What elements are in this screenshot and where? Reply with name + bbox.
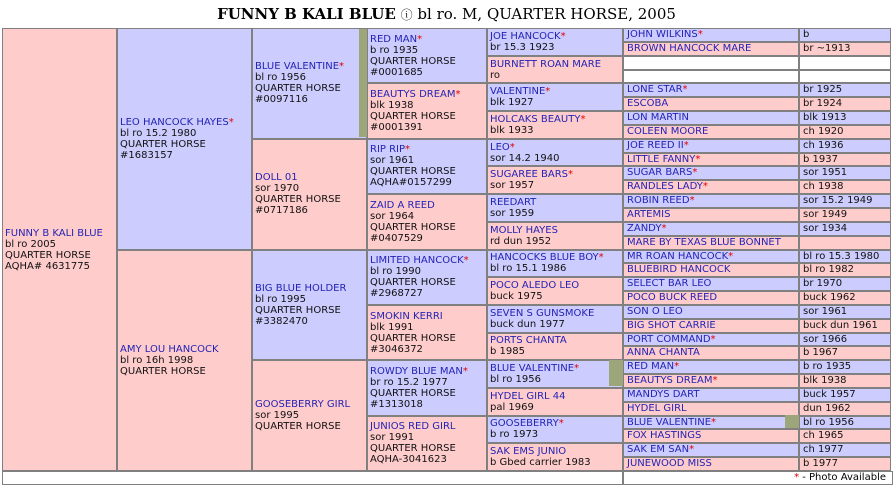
horse-detail: QUARTER HORSE (370, 277, 456, 289)
horse-detail-cell: sor 1934 (799, 222, 891, 236)
horse-detail: #0001685 (370, 66, 423, 78)
horse-detail: #3382470 (255, 315, 308, 327)
horse-detail: bl ro 15.2 1980 (120, 127, 197, 139)
pedigree-cell-gen6 (623, 83, 799, 97)
horse-detail: bl ro 15.1 1986 (490, 263, 567, 275)
horse-name-link[interactable]: PORTS CHANTA (490, 335, 567, 347)
pedigree-cell-gen6 (623, 305, 799, 319)
horse-name-link[interactable]: LITTLE FANNY (627, 153, 696, 165)
horse-detail: sor 1970 (255, 183, 300, 195)
horse-detail: sor 1964 (370, 210, 415, 222)
pedigree-cell-gen5 (487, 277, 623, 305)
pedigree-cell-gen3 (252, 28, 367, 139)
horse-name-link[interactable]: POCO BUCK REED (627, 292, 718, 304)
horse-name-link[interactable]: JOHN WILKINS (627, 29, 698, 40)
photo-star-marker: * (728, 250, 734, 262)
inbreeding-marker (609, 360, 623, 386)
page-title (0, 0, 893, 28)
photo-star-marker: * (794, 472, 800, 483)
pedigree-cell-gen6 (623, 291, 799, 305)
horse-name-link[interactable]: SON O LEO (627, 305, 683, 317)
horse-detail: #0097116 (255, 94, 308, 106)
photo-star-marker: * (682, 84, 688, 96)
photo-legend-label: - Photo Available (799, 472, 886, 483)
horse-detail: QUARTER HORSE (370, 221, 456, 233)
pedigree-cell-gen5 (487, 443, 623, 471)
horse-detail: QUARTER HORSE (255, 421, 341, 433)
horse-name-link[interactable]: ROBIN REED (627, 195, 690, 207)
horse-detail: pal 1969 (490, 401, 534, 413)
horse-name-link[interactable]: ARTEMIS (627, 208, 671, 220)
horse-detail: sor 1991 (370, 432, 415, 444)
photo-star-marker: * (689, 195, 695, 207)
horse-detail: #1683157 (120, 149, 173, 161)
horse-detail-cell: blk 1938 (799, 374, 891, 388)
horse-detail: ro (490, 69, 501, 81)
subject-horse-summary: bl ro. M, QUARTER HORSE, 2005 (417, 5, 676, 23)
photo-star-marker: * (580, 113, 586, 125)
photo-star-marker: * (339, 61, 345, 73)
horse-detail: blk 1938 (370, 100, 414, 112)
info-circle-icon[interactable]: ⓘ (400, 8, 413, 22)
horse-name-link[interactable]: JOE REED II (627, 139, 684, 151)
pedigree-cell-gen4 (367, 28, 487, 83)
horse-detail: sor 1961 (370, 155, 415, 167)
pedigree-cell-gen4 (367, 83, 487, 138)
pedigree-cell-gen6 (623, 194, 799, 208)
horse-name-link[interactable]: SUGAREE BARS* (490, 169, 574, 181)
horse-detail: blk 1991 (370, 321, 414, 333)
horse-detail-cell: sor 1951 (799, 166, 891, 180)
horse-detail: bl ro 16h 1998 (120, 354, 194, 366)
pedigree-cell-gen5 (487, 28, 623, 56)
horse-detail: #1313018 (370, 398, 423, 410)
pedigree-cell-gen4 (367, 194, 487, 249)
pedigree-cell-gen6 (623, 139, 799, 153)
horse-detail: bl ro 2005 (5, 238, 56, 250)
photo-star-marker: * (598, 252, 604, 264)
horse-detail-cell: bl ro 15.3 1980 (799, 250, 891, 264)
pedigree-cell-gen6 (623, 70, 799, 84)
photo-star-marker: * (462, 365, 468, 377)
horse-detail-cell: ch 1977 (799, 443, 891, 457)
horse-detail: b ro 1935 (370, 44, 419, 56)
horse-name-link[interactable]: ESCOBA (627, 98, 669, 110)
horse-detail-cell (799, 236, 891, 250)
horse-detail: br ro 15.2 1977 (370, 376, 448, 388)
horse-detail: AQHA#0157299 (370, 177, 452, 189)
horse-detail: sor 1959 (490, 207, 535, 219)
horse-detail: sor 14.2 1940 (490, 152, 560, 164)
horse-name-link[interactable]: MOLLY HAYES (490, 224, 558, 236)
horse-detail-cell (799, 70, 891, 84)
horse-detail: br 15.3 1923 (490, 41, 555, 53)
pedigree-cell-gen6 (623, 429, 799, 443)
pedigree-cell-gen5 (487, 360, 623, 388)
pedigree-cell-gen6 (623, 402, 799, 416)
horse-detail-cell: b (799, 28, 891, 42)
horse-detail: AQHA# 4631775 (5, 260, 90, 272)
photo-star-marker: * (545, 86, 551, 98)
pedigree-cell-gen6 (623, 319, 799, 333)
horse-detail-cell: buck 1962 (799, 291, 891, 305)
horse-detail: blk 1933 (490, 124, 534, 136)
pedigree-cell-gen6 (623, 388, 799, 402)
inbreeding-marker (785, 415, 799, 428)
inbreeding-marker (359, 29, 367, 137)
horse-detail-cell: ch 1965 (799, 429, 891, 443)
pedigree-cell-gen5 (487, 166, 623, 194)
pedigree-cell-gen6 (623, 56, 799, 70)
photo-star-marker: * (574, 363, 580, 375)
photo-star-marker: * (228, 116, 234, 128)
pedigree-cell-gen5 (487, 250, 623, 278)
horse-detail-cell: sor 1961 (799, 305, 891, 319)
horse-detail: #0407529 (370, 232, 423, 244)
horse-detail: buck dun 1977 (490, 318, 565, 330)
horse-name-link[interactable]: RIP RIP* (370, 144, 411, 156)
horse-name-link[interactable]: RED MAN (627, 361, 675, 373)
photo-star-marker: * (711, 416, 717, 428)
horse-detail-cell: br ~1913 (799, 42, 891, 56)
horse-name-link[interactable]: VALENTINE* (490, 86, 551, 98)
horse-name-link[interactable]: BLUEBIRD HANCOCK (627, 264, 731, 276)
pedigree-cell-gen3 (252, 139, 367, 250)
photo-star-marker: * (692, 167, 698, 179)
pedigree-cell-gen6 (623, 42, 799, 56)
horse-detail-cell: buck dun 1961 (799, 319, 891, 333)
pedigree-cell-gen5 (487, 388, 623, 416)
horse-detail: QUARTER HORSE (120, 365, 206, 377)
photo-star-marker: * (702, 181, 708, 193)
horse-name-link[interactable]: BLUE VALENTINE* (490, 363, 580, 375)
photo-star-marker: * (674, 361, 680, 373)
horse-detail-cell: br 1925 (799, 83, 891, 97)
horse-name-link[interactable]: BURNETT ROAN MARE (490, 58, 602, 70)
pedigree-cell-gen3 (252, 250, 367, 361)
horse-detail: #3046372 (370, 343, 423, 355)
photo-star-marker: * (455, 89, 461, 101)
horse-detail-cell: ch 1920 (799, 125, 891, 139)
horse-detail-cell: buck 1957 (799, 388, 891, 402)
horse-detail: sor 1957 (490, 180, 535, 192)
horse-detail: sor 1995 (255, 410, 300, 422)
pedigree-cell-gen1 (2, 28, 117, 471)
horse-name-link[interactable]: FUNNY B KALI BLUE (5, 227, 103, 239)
horse-name-link[interactable]: PORT COMMAND (627, 333, 711, 345)
horse-name-link[interactable]: LEO HANCOCK HAYES* (120, 116, 234, 128)
pedigree-cell-gen6 (623, 222, 799, 236)
pedigree-cell-gen6 (623, 28, 799, 42)
horse-detail-cell: br 1924 (799, 97, 891, 111)
pedigree-cell-gen4 (367, 416, 487, 471)
horse-detail-cell: dun 1962 (799, 402, 891, 416)
photo-star-marker: * (558, 418, 564, 430)
pedigree-cell-gen6 (623, 360, 799, 374)
photo-legend (623, 471, 893, 485)
horse-name-link[interactable]: JUNEWOOD MISS (627, 458, 712, 470)
horse-name-link[interactable]: BEAUTYS DREAM* (370, 89, 461, 101)
photo-star-marker: * (509, 141, 515, 153)
pedigree-cell-gen6 (623, 416, 799, 430)
pedigree-cell-gen6 (623, 166, 799, 180)
horse-detail-cell: ch 1936 (799, 139, 891, 153)
horse-detail-cell: b 1967 (799, 346, 891, 360)
pedigree-cell-gen6 (623, 236, 799, 250)
horse-detail-cell: b ro 1935 (799, 360, 891, 374)
pedigree-cell-gen6 (623, 374, 799, 388)
horse-detail: buck 1975 (490, 291, 543, 303)
horse-detail: QUARTER HORSE (255, 304, 341, 316)
horse-name-link[interactable]: LEO* (490, 141, 515, 153)
pedigree-cell-gen6 (623, 457, 799, 471)
pedigree-cell-gen4 (367, 250, 487, 305)
horse-detail: #0717186 (255, 205, 308, 217)
horse-detail: b ro 1973 (490, 429, 539, 441)
horse-detail: blk 1927 (490, 97, 534, 109)
horse-detail: QUARTER HORSE (5, 249, 91, 261)
horse-detail: QUARTER HORSE (370, 55, 456, 67)
horse-name-link[interactable]: SMOKIN KERRI (370, 310, 443, 322)
footer-spacer (2, 471, 623, 485)
horse-name-link[interactable]: ANNA CHANTA (627, 347, 700, 359)
horse-name-link[interactable]: SAK EMS JUNIO (490, 446, 567, 458)
horse-detail-cell: bl ro 1982 (799, 263, 891, 277)
horse-name-link[interactable]: MANDYS DART (627, 388, 700, 400)
pedigree-cell-gen2 (117, 250, 252, 472)
horse-detail: #0001391 (370, 122, 423, 134)
pedigree-cell-gen5 (487, 56, 623, 84)
horse-name-link[interactable]: RED MAN* (370, 33, 423, 45)
horse-name-link[interactable]: MR ROAN HANCOCK (627, 250, 729, 262)
horse-detail: b 1985 (490, 346, 525, 358)
horse-name-link[interactable]: RANDLES LADY (627, 181, 703, 193)
photo-star-marker: * (417, 33, 423, 45)
horse-name-link[interactable]: MARE BY TEXAS BLUE BONNET (627, 236, 781, 248)
horse-detail: AQHA-3041623 (370, 454, 447, 466)
horse-detail: bl ro 1956 (490, 374, 541, 386)
horse-detail-cell: ch 1938 (799, 180, 891, 194)
horse-name-link[interactable]: HYDEL GIRL 44 (490, 390, 566, 402)
photo-star-marker: * (568, 169, 574, 181)
horse-name-link[interactable]: BEAUTYS DREAM (627, 375, 713, 387)
subject-horse-name: FUNNY B KALI BLUE (217, 5, 396, 23)
horse-name-link[interactable]: COLEEN MOORE (627, 125, 709, 137)
pedigree-cell-gen5 (487, 416, 623, 444)
photo-star-marker: * (405, 144, 411, 156)
horse-name-link[interactable]: POCO ALEDO LEO (490, 280, 580, 292)
horse-name-link[interactable]: BLUE VALENTINE* (255, 61, 345, 73)
horse-detail: bl ro 1995 (255, 293, 306, 305)
pedigree-cell-gen6 (623, 111, 799, 125)
horse-name-link[interactable]: GOOSEBERRY GIRL (255, 399, 351, 411)
horse-name-link[interactable]: BIG SHOT CARRIE (627, 319, 716, 331)
horse-detail-cell: sor 1966 (799, 333, 891, 347)
pedigree-cell-gen5 (487, 222, 623, 250)
photo-star-marker: * (710, 333, 716, 345)
horse-name-link[interactable]: AMY LOU HANCOCK (120, 343, 219, 355)
horse-detail-cell: bl ro 1956 (799, 416, 891, 430)
pedigree-cell-gen3 (252, 360, 367, 471)
horse-name-link[interactable]: BLUE VALENTINE (627, 416, 712, 428)
horse-detail: QUARTER HORSE (255, 83, 341, 95)
horse-name-link[interactable]: BIG BLUE HOLDER (255, 282, 347, 294)
pedigree-cell-gen5 (487, 111, 623, 139)
pedigree-cell-gen2 (117, 28, 252, 250)
pedigree-cell-gen5 (487, 83, 623, 111)
pedigree-cell-gen6 (623, 346, 799, 360)
pedigree-cell-gen4 (367, 139, 487, 194)
horse-detail-cell (799, 56, 891, 70)
pedigree-cell-gen6 (623, 97, 799, 111)
pedigree-cell-gen5 (487, 194, 623, 222)
pedigree-cell-gen5 (487, 305, 623, 333)
horse-name-link[interactable]: LON MARTIN (627, 112, 689, 124)
horse-name-link[interactable]: HYDEL GIRL (627, 402, 687, 414)
photo-star-marker: * (683, 139, 689, 151)
pedigree-cell-gen6 (623, 208, 799, 222)
photo-star-marker: * (560, 30, 566, 42)
photo-star-marker: * (695, 153, 701, 165)
pedigree-cell-gen4 (367, 360, 487, 415)
pedigree-cell-gen6 (623, 180, 799, 194)
horse-detail: bl ro 1956 (255, 72, 306, 84)
horse-detail: QUARTER HORSE (370, 387, 456, 399)
photo-star-marker: * (661, 222, 667, 234)
horse-name-link[interactable]: HANCOCKS BLUE BOY* (490, 252, 604, 264)
horse-detail: QUARTER HORSE (120, 138, 206, 150)
horse-detail: #2968727 (370, 288, 423, 300)
photo-star-marker: * (689, 444, 695, 456)
horse-detail-cell: b 1977 (799, 457, 891, 471)
horse-detail: rd dun 1952 (490, 235, 552, 247)
horse-name-link[interactable]: FOX HASTINGS (627, 430, 702, 442)
pedigree-cell-gen5 (487, 333, 623, 361)
horse-name-link[interactable]: ROWDY BLUE MAN* (370, 365, 468, 377)
horse-name-link[interactable]: GOOSEBERRY* (490, 418, 564, 430)
horse-name-link[interactable]: LONE STAR (627, 84, 683, 96)
horse-detail-cell: blk 1913 (799, 111, 891, 125)
horse-name-link[interactable]: ZANDY (627, 222, 662, 234)
photo-star-marker: * (697, 29, 703, 40)
pedigree-cell-gen4 (367, 305, 487, 360)
horse-detail: QUARTER HORSE (370, 111, 456, 123)
pedigree-cell-gen6 (623, 277, 799, 291)
horse-name-link[interactable]: SUGAR BARS (627, 167, 693, 179)
horse-name-link[interactable]: BROWN HANCOCK MARE (627, 42, 752, 54)
horse-detail: QUARTER HORSE (370, 443, 456, 455)
horse-name-link[interactable]: HOLCAKS BEAUTY* (490, 113, 586, 125)
horse-detail: QUARTER HORSE (255, 194, 341, 206)
horse-detail: b Gbed carrier 1983 (490, 457, 591, 469)
pedigree-cell-gen6 (623, 250, 799, 264)
pedigree-cell-gen5 (487, 139, 623, 167)
horse-name-link[interactable]: JOE HANCOCK* (490, 30, 566, 42)
horse-name-link[interactable]: LIMITED HANCOCK* (370, 255, 469, 267)
horse-name-link[interactable]: SAK EM SAN (627, 444, 690, 456)
horse-name-link[interactable]: JUNIOS RED GIRL (370, 421, 456, 433)
horse-name-link[interactable]: REEDART (490, 196, 537, 208)
pedigree-cell-gen6 (623, 333, 799, 347)
horse-name-link[interactable]: ZAID A REED (370, 199, 435, 211)
horse-name-link[interactable]: DOLL 01 (255, 172, 298, 184)
photo-star-marker: * (463, 255, 469, 267)
horse-detail-cell: sor 1949 (799, 208, 891, 222)
horse-name-link[interactable]: SELECT BAR LEO (627, 278, 712, 290)
horse-detail-cell: sor 15.2 1949 (799, 194, 891, 208)
horse-detail: QUARTER HORSE (370, 332, 456, 344)
horse-detail: QUARTER HORSE (370, 166, 456, 178)
horse-detail-cell: b 1937 (799, 153, 891, 167)
pedigree-cell-gen6 (623, 263, 799, 277)
pedigree-cell-gen6 (623, 443, 799, 457)
pedigree-cell-gen6 (623, 125, 799, 139)
horse-name-link[interactable]: SEVEN S GUNSMOKE (490, 307, 595, 319)
photo-star-marker: * (712, 375, 718, 387)
horse-detail-cell: br 1970 (799, 277, 891, 291)
pedigree-cell-gen6 (623, 153, 799, 167)
horse-detail: bl ro 1990 (370, 266, 421, 278)
